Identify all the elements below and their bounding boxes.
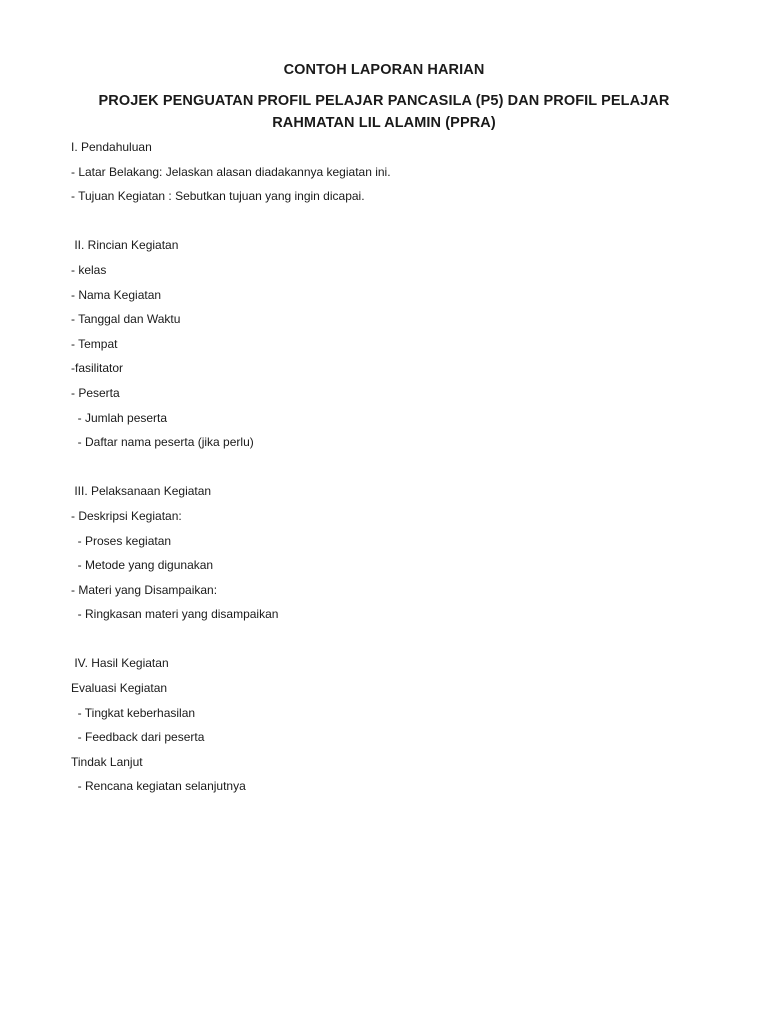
list-subitem: - Ringkasan materi yang disampaikan (71, 607, 279, 622)
section-heading-pendahuluan: I. Pendahuluan (71, 140, 152, 154)
section-heading-hasil: IV. Hasil Kegiatan (71, 656, 169, 671)
subtitle-line: PROJEK PENGUATAN PROFIL PELAJAR PANCASILA (P5) DAN PROFIL PELAJAR (98, 93, 670, 109)
list-subitem: - Jumlah peserta (71, 410, 168, 425)
list-item: Tindak Lanjut (71, 754, 143, 769)
list-item: - Peserta (71, 385, 120, 400)
list-item: -fasilitator (71, 361, 124, 376)
section-heading-pelaksanaan: III. Pelaksanaan Kegiatan (71, 484, 212, 499)
list-subitem: - Proses kegiatan (71, 533, 172, 548)
list-subitem: - Rencana kegiatan selanjutnya (71, 779, 246, 794)
blank-line (71, 213, 711, 238)
list-subitem: - Tingkat keberhasilan (71, 705, 196, 720)
list-item: - Tujuan Kegiatan : Sebutkan tujuan yang ingin dicapai. (71, 189, 365, 204)
list-subitem: - Feedback dari peserta (71, 730, 205, 745)
list-item: - Deskripsi Kegiatan: (71, 508, 182, 523)
list-item: - Materi yang Disampaikan: (71, 582, 218, 597)
document-title: CONTOH LAPORAN HARIAN (283, 62, 485, 78)
document-subtitle (80, 90, 688, 134)
list-item: Evaluasi Kegiatan (71, 681, 168, 696)
list-item: - Nama Kegiatan (71, 287, 162, 302)
list-subitem: - Metode yang digunakan (71, 558, 214, 573)
section-heading-rincian: II. Rincian Kegiatan (71, 238, 179, 253)
blank-line (71, 631, 711, 656)
list-subitem: - Daftar nama peserta (jika perlu) (71, 435, 254, 450)
list-item: - Tanggal dan Waktu (71, 312, 181, 327)
document-body (71, 139, 711, 803)
list-item: - Latar Belakang: Jelaskan alasan diadakannya kegiatan ini. (71, 164, 391, 179)
list-item: - Tempat (71, 336, 118, 351)
subtitle-line: RAHMATAN LIL ALAMIN (PPRA) (272, 115, 496, 131)
list-item: - kelas (71, 262, 107, 277)
blank-line (71, 459, 711, 484)
